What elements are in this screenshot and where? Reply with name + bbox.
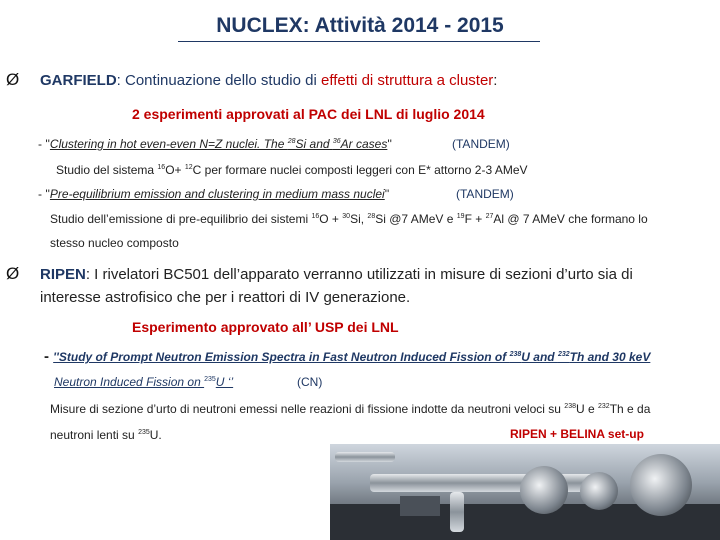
ripen-description-line1: Misure di sezione d’urto di neutroni emessi nelle reazioni di fissione indotte da neutroni veloci su $^{238}$U e $^{232}$Th e da [50, 402, 651, 416]
ripen-exp-title-line2: Neutron Induced Fission on $^{235}$U ‘’ [54, 375, 234, 389]
exp2-title-text: Pre-equilibrium emission and clustering in medium mass nuclei [49, 187, 385, 201]
ripen-exp-facility: (CN) [297, 375, 323, 389]
setup-photo [330, 444, 720, 540]
garfield-approved: 2 esperimenti approvati al PAC dei LNL di luglio 2014 [132, 106, 485, 122]
ripen-exp-title-text: ''Study of Prompt Neutron Emission Spectra in Fast Neutron Induced Fission of $^{238}$U and $^{232}$Th and 30 keV [53, 350, 651, 364]
ripen-heading [40, 266, 633, 283]
ripen-text-line2: interesse astrofisico che per i reattori di IV generazione. [40, 289, 411, 306]
slide-title: NUCLEX: Attività 2014 - 2015 [216, 14, 504, 37]
garfield-exp2-title: - ''Pre-equilibrium emission and clustering in medium mass nuclei'' [38, 187, 390, 201]
exp1-close: '' [387, 137, 392, 151]
exp2-facility: (TANDEM) [456, 187, 514, 201]
exp1-description: Studio del sistema $^{16}$O+ $^{12}$C per formare nuclei composti leggeri con E* attorno 2-3 AMeV [56, 163, 528, 177]
garfield-intro: : Continuazione dello studio di [116, 72, 321, 89]
ripen-approved: Esperimento approvato all’ USP dei LNL [132, 319, 399, 335]
bullet-arrow-icon: Ø [6, 264, 20, 283]
ripen-text-line1: : I rivelatori BC501 dell’apparato verranno utilizzati in misure di sezioni d’urto sia di [85, 266, 633, 283]
garfield-emph: effetti di struttura a cluster [320, 72, 494, 89]
exp2-description: Studio dell’emissione di pre-equilibrio dei sistemi $^{16}$O + $^{30}$Si, $^{28}$Si @7 AMeV e $^{19}$F + $^{27}$Al @ 7 AMeV che formano lo [50, 212, 648, 226]
ripen-exp-title: - ''Study of Prompt Neutron Emission Spectra in Fast Neutron Induced Fission of $^{238}$U and $^{232}$Th and 30 keV [44, 348, 651, 365]
garfield-exp1-title [38, 137, 392, 151]
exp1-dash: - '' [38, 137, 50, 151]
garfield-heading [40, 72, 497, 89]
ripen-description-line2: neutroni lenti su $^{235}$U. [50, 428, 162, 442]
exp2-description-line2: stesso nucleo composto [50, 236, 179, 250]
ripen-name: RIPEN [40, 266, 86, 283]
exp1-facility: (TANDEM) [452, 137, 510, 151]
exp1-title-text: Clustering in hot even-even N=Z nuclei. The $^{28}$Si and $^{36}$Ar cases [49, 137, 388, 151]
bullet-arrow-icon: Ø [6, 70, 20, 89]
garfield-end: : [493, 72, 498, 89]
title-underline [178, 41, 540, 42]
setup-photo-caption: RIPEN + BELINA set-up [510, 427, 644, 441]
garfield-name: GARFIELD [40, 72, 117, 89]
